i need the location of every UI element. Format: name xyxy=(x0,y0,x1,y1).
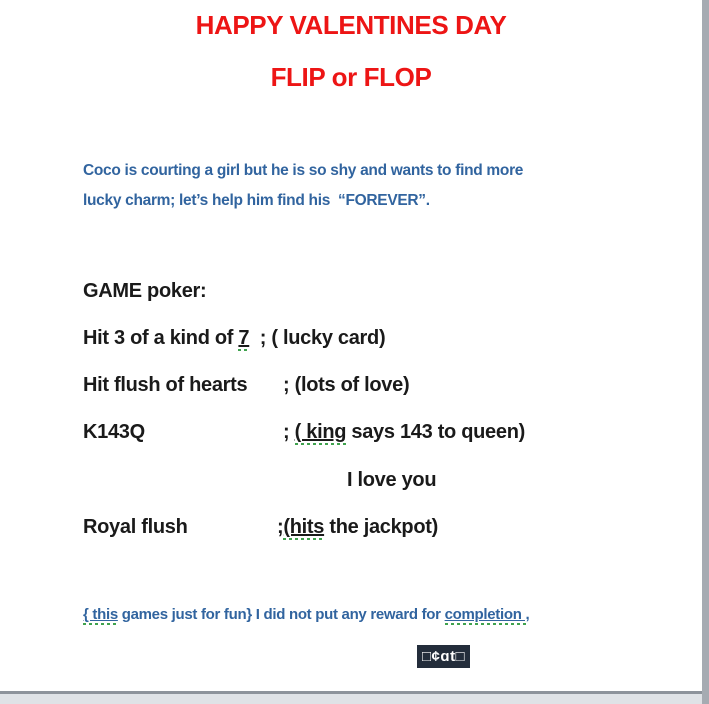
line3-comment: says 143 to queen) xyxy=(346,421,525,443)
footer-mid: games just for fun} I did not put any reward for xyxy=(117,606,445,623)
line4-label: Royal flush xyxy=(83,516,188,538)
game-heading: GAME poker: xyxy=(83,280,207,302)
line1-underlined-7: 7 xyxy=(238,327,250,349)
intro-line-1: Coco is courting a girl but he is so shy and wants to find more xyxy=(83,162,524,179)
line1-pre: Hit 3 of a kind of xyxy=(83,327,239,349)
footer-underlined-completion: completion , xyxy=(444,606,530,623)
heading-happy-valentines-day: HAPPY VALENTINES DAY xyxy=(195,10,507,40)
page-right-edge xyxy=(702,0,709,704)
line4-comment: the jackpot) xyxy=(324,516,438,538)
line2-label: Hit flush of hearts xyxy=(83,374,248,396)
line1-comment: ; ( lucky card) xyxy=(249,327,386,349)
line3-label: K143Q xyxy=(83,421,145,443)
footer-note xyxy=(83,606,529,623)
line4-underlined-hits: (hits xyxy=(283,516,325,538)
heading-flip-or-flop: FLIP or FLOP xyxy=(270,62,432,92)
intro-line-2: lucky charm; let’s help him find his “FOREVER”. xyxy=(83,192,430,209)
game-line-three-of-a-kind xyxy=(83,325,385,351)
line3-semicolon: ; xyxy=(283,421,295,443)
i-love-you-line: I love you xyxy=(347,469,437,491)
highlighted-cat-text: □¢ɑt□ xyxy=(417,645,470,668)
footer-underlined-this: { this xyxy=(83,606,118,623)
line2-comment: ; (lots of love) xyxy=(283,374,410,396)
intro-paragraph xyxy=(83,156,523,216)
page-bottom-margin xyxy=(0,694,702,704)
line4-semicolon: ; xyxy=(277,516,284,538)
game-line-k143q xyxy=(83,419,525,445)
game-line-flush-of-hearts xyxy=(83,372,409,398)
line3-underlined-king: ( king xyxy=(294,421,347,443)
game-line-royal-flush xyxy=(83,514,438,540)
